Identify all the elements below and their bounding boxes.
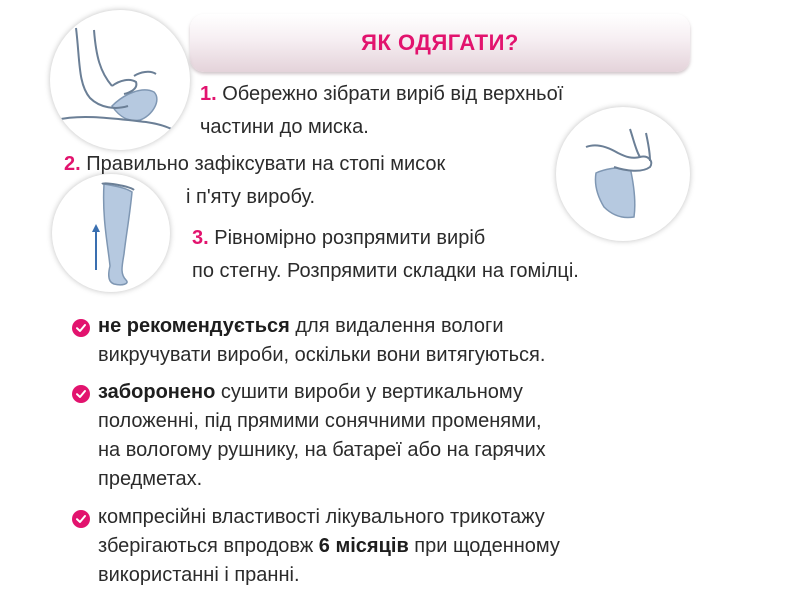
step-2-line-2: і п'яту виробу. bbox=[186, 186, 316, 208]
note-3-line-1: компресійні властивості лікувального трикотажу bbox=[98, 506, 545, 528]
hand-fitting-heel-icon bbox=[556, 107, 690, 241]
note-2-line-4: предметах. bbox=[98, 468, 203, 490]
note-1-emphasis: не рекомендується bbox=[98, 315, 290, 337]
step-1-line-2: частини до миска. bbox=[200, 116, 369, 138]
step2-illustration bbox=[556, 107, 690, 241]
stocking-on-leg-icon bbox=[52, 174, 170, 292]
step-2-number: 2. bbox=[64, 153, 81, 175]
note-2-emphasis: заборонено bbox=[98, 381, 216, 403]
step-3-line-2: по стегну. Розпрямити складки на гомілці. bbox=[192, 260, 579, 282]
care-note-drying bbox=[72, 378, 546, 494]
care-note-durability bbox=[72, 503, 560, 590]
note-3-emphasis: 6 місяців bbox=[318, 535, 409, 557]
step1-illustration bbox=[50, 10, 190, 150]
pink-check-icon bbox=[72, 319, 90, 337]
note-2-text: сушити вироби у вертикальному bbox=[215, 381, 523, 403]
pink-check-icon bbox=[72, 510, 90, 528]
step-2-text: Правильно зафіксувати на стопі мисок bbox=[80, 153, 446, 175]
care-note-wringing bbox=[72, 312, 545, 370]
step-3-text: Рівномірно розпрямити виріб bbox=[208, 227, 486, 249]
step-3-number: 3. bbox=[192, 227, 209, 249]
header-title: ЯК ОДЯГАТИ? bbox=[361, 30, 519, 55]
note-3-post: при щоденному bbox=[408, 535, 560, 557]
step3-illustration bbox=[52, 174, 170, 292]
note-2-line-2: положенні, під прямими сонячними променями, bbox=[98, 410, 542, 432]
hands-gathering-stocking-icon bbox=[50, 10, 190, 150]
pink-check-icon bbox=[72, 385, 90, 403]
step-1-number: 1. bbox=[200, 83, 217, 105]
step-3-line-1 bbox=[192, 222, 485, 255]
note-3-line-3: використанні і пранні. bbox=[98, 564, 300, 586]
note-1-text: для видалення вологи bbox=[289, 315, 504, 337]
step-1-line-1 bbox=[200, 78, 563, 111]
step-1-text: Обережно зібрати виріб від верхньої bbox=[216, 83, 564, 105]
note-2-line-3: на вологому рушнику, на батареї або на гарячих bbox=[98, 439, 546, 461]
step-2-line-1 bbox=[64, 148, 445, 181]
note-3-pre: зберігаються впродовж bbox=[98, 535, 319, 557]
header-banner bbox=[190, 14, 690, 72]
note-1-line-2: викручувати вироби, оскільки вони витягуються. bbox=[98, 344, 546, 366]
